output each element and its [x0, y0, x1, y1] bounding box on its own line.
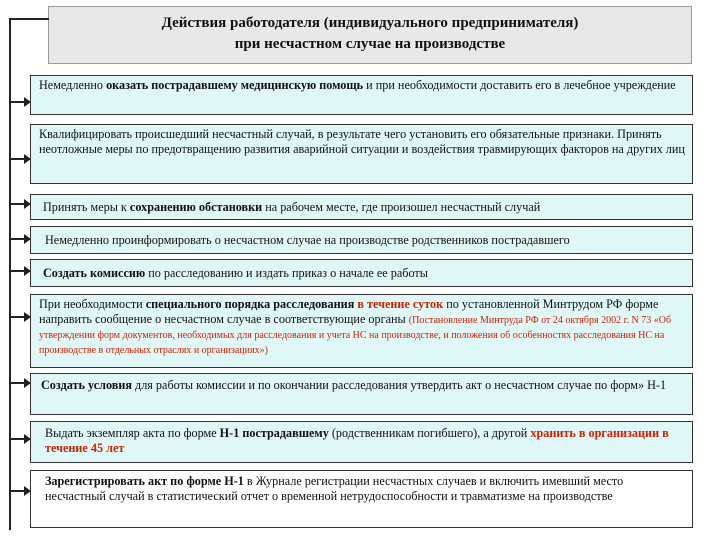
arrow-icon — [10, 158, 24, 160]
title-line-1: Действия работодателя (индивидуального предпринимателя) — [161, 15, 579, 31]
step-6-deadline: в течение суток — [357, 297, 444, 311]
step-7-emphasis: Создать условия — [41, 378, 132, 392]
connector-spine — [9, 18, 11, 530]
step-box-4: Немедленно проинформировать о несчастном случае на производстве родственников пострадавшего — [30, 226, 693, 254]
step-box-1: Немедленно оказать пострадавшему медицинскую помощь и при необходимости доставить его в лечебное учреждение — [30, 75, 693, 115]
arrow-icon — [10, 316, 24, 318]
step-5-emphasis: Создать комиссию — [43, 266, 146, 280]
step-8-emphasis: Н-1 пострадавшему — [219, 426, 329, 440]
arrow-icon — [10, 438, 24, 440]
title-line-2: при несчастном случае на производстве — [234, 36, 506, 52]
step-box-5: Создать комиссию по расследованию и издать приказ о начале ее работы — [30, 259, 693, 287]
step-box-8: Выдать экземпляр акта по форме Н-1 пострадавшему (родственникам погибшего), а другой хранить в организации в течение 45 лет — [30, 421, 693, 463]
step-box-7: Создать условия для работы комиссии и по окончании расследования утвердить акт о несчастном случае по форм» Н-1 — [30, 373, 693, 415]
step-box-9: Зарегистрировать акт по форме Н-1 в Журнале регистрации несчастных случаев и включить имевший место несчастный случай в статистический отчет о временной нетрудоспособности и травматизме на производстве — [30, 470, 693, 528]
step-box-3: Принять меры к сохранению обстановки на рабочем месте, где произошел несчастный случай — [30, 194, 693, 220]
arrow-icon — [10, 490, 24, 492]
step-9-emphasis: Зарегистрировать акт по форме Н-1 — [45, 474, 244, 488]
step-box-2: Квалифицировать происшедший несчастный случай, в результате чего установить его обязательные признаки. Принять неотложные меры по предотвращению развития аварийной ситуации и воздействия травмирующих факторов на других лиц — [30, 124, 693, 184]
step-6-legal-note: (Постановление Минтруда РФ от 24 октября 2002 г. N 73 «Об утверждении форм документов, необходимых для расследования и учета НС на производстве, и положения об особенностях расследования НС на производстве в отдельных отраслях и организациях») — [39, 315, 672, 356]
step-1-emphasis: оказать пострадавшему медицинскую помощь — [106, 78, 364, 92]
step-box-6: При необходимости специального порядка расследования в течение суток по установленной Минтрудом РФ форме направить сообщение о несчастном случае в соответствующие органы (Постановление Минтруда РФ от 24 октября 2002 г. N 73 «Об утверждении форм документов, необходимых для расследования и учета НС на производстве, и положения об особенностях расследования НС на производстве в отдельных отраслях и организациях») — [30, 294, 693, 368]
step-3-emphasis: сохранению обстановки — [129, 200, 263, 214]
arrow-icon — [10, 101, 24, 103]
arrow-icon — [10, 270, 24, 272]
step-8-duration: в течение 45 лет — [45, 426, 669, 455]
arrow-icon — [10, 238, 24, 240]
diagram-title — [48, 6, 692, 64]
connector-title-link — [9, 18, 49, 20]
step-8-store: хранить в организации — [530, 426, 660, 440]
arrow-icon — [10, 382, 24, 384]
step-6-emphasis: специального порядка расследования — [145, 297, 355, 311]
arrow-icon — [10, 203, 24, 205]
